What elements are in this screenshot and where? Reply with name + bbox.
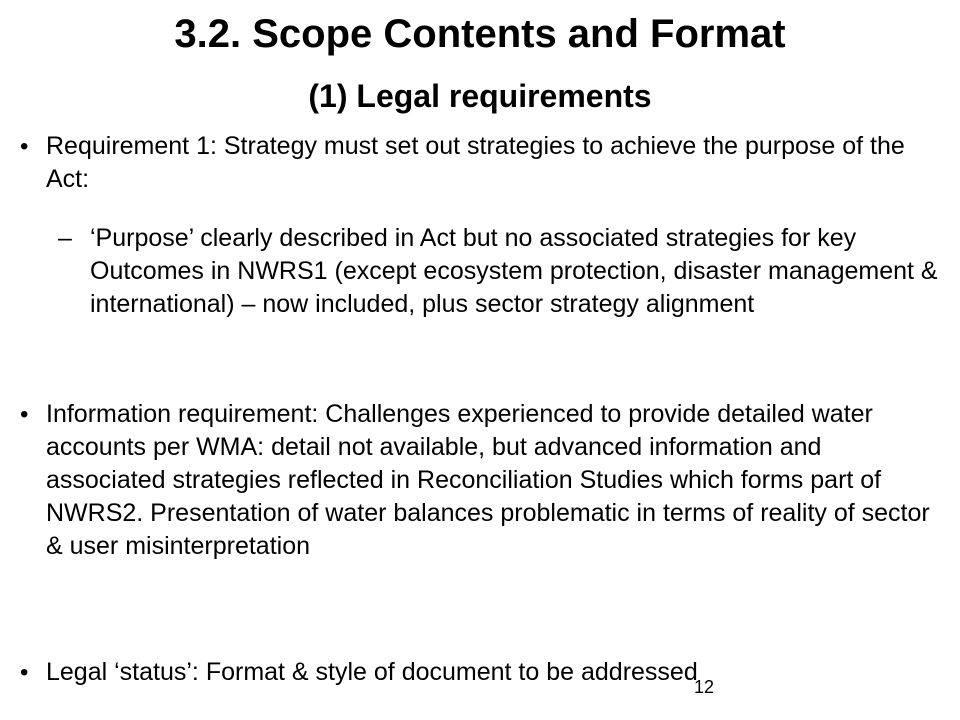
slide-title: 3.2. Scope Contents and Format bbox=[174, 12, 786, 56]
bullet-marker: • bbox=[20, 659, 29, 686]
bullet-text: Requirement 1: Strategy must set out strategies to achieve the purpose of the Act: bbox=[46, 132, 905, 193]
page-number: 12 bbox=[694, 677, 715, 697]
bullet-marker: • bbox=[20, 133, 29, 160]
bullet-text: Information requirement: Challenges experienced to provide detailed water accounts per WMA: detail not available, but advanced information and associated strategies reflected in Reconciliation Studies which forms part of NWRS2. Presentation of water balances problematic in terms of reality of sector & user misinterpretation bbox=[46, 400, 930, 560]
sub-bullet-text: ‘Purpose’ clearly described in Act but no associated strategies for key Outcomes in NWRS1 (except ecosystem protection, disaster management & international) – now included, plus sector strategy alignment bbox=[90, 224, 938, 318]
bullet-marker: • bbox=[20, 401, 29, 428]
slide-subtitle: (1) Legal requirements bbox=[308, 78, 652, 114]
sub-bullet-marker: – bbox=[58, 224, 72, 252]
bullet-text: Legal ‘status’: Format & style of document to be addressed bbox=[46, 658, 698, 686]
